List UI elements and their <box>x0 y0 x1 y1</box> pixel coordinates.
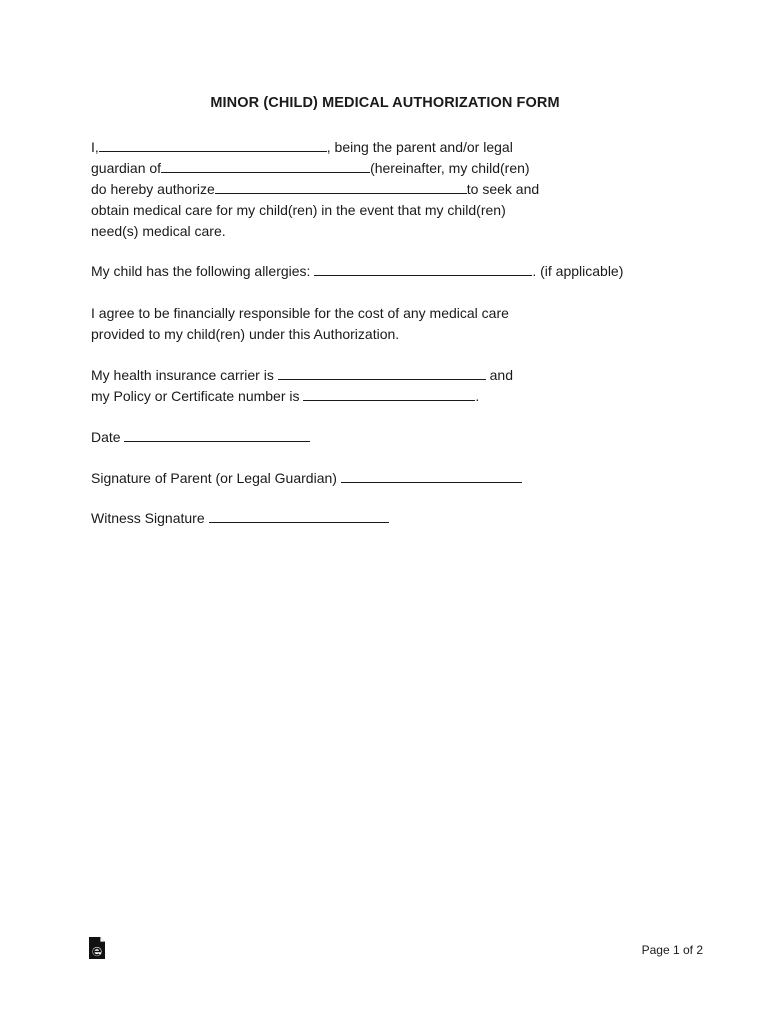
para1-line2 <box>91 158 539 179</box>
insurance-paragraph <box>91 365 513 407</box>
witness-signature-blank[interactable] <box>209 509 389 523</box>
allergies-blank[interactable] <box>314 262 532 276</box>
allergies-line <box>91 261 623 282</box>
form-title: MINOR (CHILD) MEDICAL AUTHORIZATION FORM <box>210 95 560 111</box>
policy-number-blank[interactable] <box>303 387 475 401</box>
parent-signature-line <box>91 468 522 489</box>
insurance-line1 <box>91 365 513 386</box>
financial-line2: provided to my child(ren) under this Authorization. <box>91 326 400 342</box>
insurance-line1-prefix: My health insurance carrier is <box>91 367 278 383</box>
para1-line3-suffix: to seek and <box>466 181 540 197</box>
para1-line4: obtain medical care for my child(ren) in the event that my child(ren) <box>91 202 506 218</box>
para1-line2-prefix: guardian of <box>91 160 162 176</box>
witness-signature-label: Witness Signature <box>91 510 209 526</box>
parent-signature-label: Signature of Parent (or Legal Guardian) <box>91 470 341 486</box>
allergies-suffix: . (if applicable) <box>532 263 624 279</box>
authorized-person-blank[interactable] <box>215 180 467 194</box>
para1-line3 <box>91 179 539 200</box>
page-number: Page 1 of 2 <box>641 943 703 957</box>
eforms-logo-icon <box>88 936 106 960</box>
para1-line1-prefix: I, <box>91 139 99 155</box>
date-blank[interactable] <box>124 428 310 442</box>
insurance-line2-prefix: my Policy or Certificate number is <box>91 388 304 404</box>
child-name-blank[interactable] <box>161 159 370 173</box>
date-label: Date <box>91 429 125 445</box>
date-line <box>91 427 310 448</box>
parent-name-blank[interactable] <box>99 138 327 152</box>
allergies-prefix: My child has the following allergies: <box>91 263 315 279</box>
insurance-carrier-blank[interactable] <box>278 366 486 380</box>
insurance-line1-suffix: and <box>485 367 513 383</box>
para1-line5: need(s) medical care. <box>91 223 226 239</box>
financial-paragraph <box>91 303 509 345</box>
parent-signature-blank[interactable] <box>341 469 522 483</box>
insurance-line2-suffix: . <box>475 388 480 404</box>
witness-signature-line <box>91 508 389 529</box>
para1-line1-suffix: , being the parent and/or legal <box>326 139 513 155</box>
financial-line1: I agree to be financially responsible for the cost of any medical care <box>91 305 509 321</box>
para1-line3-prefix: do hereby authorize <box>91 181 215 197</box>
authorization-paragraph <box>91 137 539 242</box>
para1-line1 <box>91 137 539 158</box>
insurance-line2 <box>91 386 513 407</box>
para1-line2-suffix: (hereinafter, my child(ren) <box>370 160 530 176</box>
